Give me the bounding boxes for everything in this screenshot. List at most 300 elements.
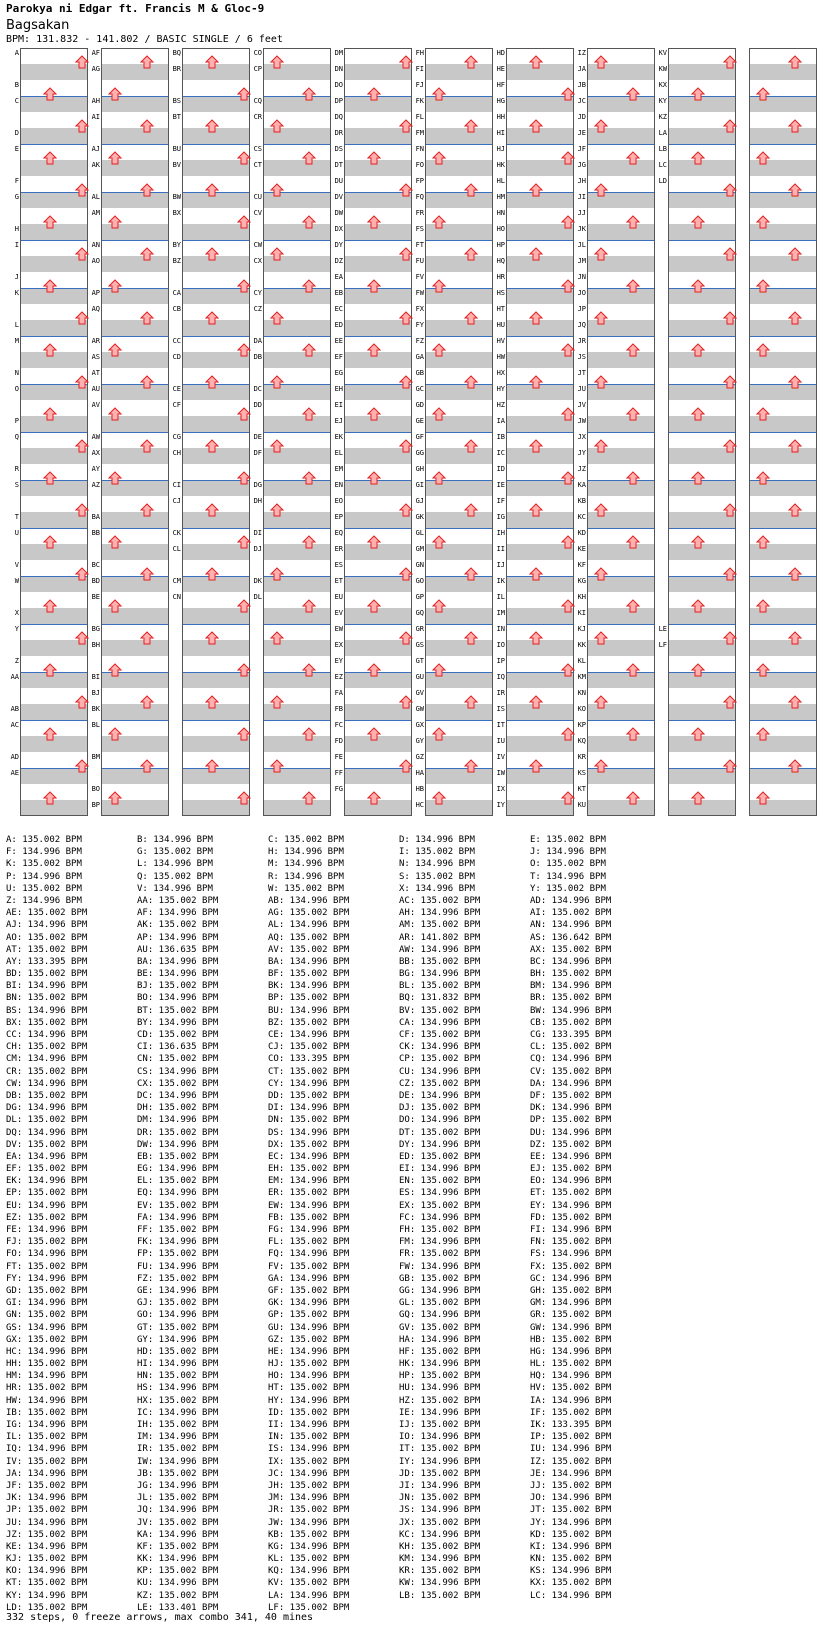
legend-entry: JF: 135.002 BPM [6,1480,88,1491]
beat-band [668,64,736,80]
legend-entry: FF: 135.002 BPM [137,1225,219,1235]
beat-band [668,512,736,528]
bpm-marker-label: FZ [415,337,424,345]
legend-entry: FC: 134.996 BPM [399,1212,481,1223]
beat-band [506,544,574,560]
beat-band [263,192,331,208]
legend-entry: KV: 135.002 BPM [268,1578,350,1589]
legend-entry: T: 134.996 BPM [530,871,606,882]
bpm-marker-label: DG [253,481,262,489]
beat-band [587,64,655,80]
beat-band [263,640,331,656]
bpm-marker-label: KW [658,65,667,73]
beat-band [749,384,817,400]
bpm-marker-label: GX [415,721,424,729]
bpm-marker-label: FA [334,689,343,697]
bpm-marker-label: JJ [577,209,586,217]
beat-band [263,768,331,784]
legend-entry: CX: 135.002 BPM [137,1078,219,1089]
bpm-marker-label: DI [253,529,262,537]
legend-entry: EZ: 135.002 BPM [6,1212,88,1223]
legend-entry: J: 134.996 BPM [530,847,606,858]
legend-entry: IE: 134.996 BPM [399,1407,481,1418]
bpm-marker-label: X [14,609,19,617]
bpm-marker-label: DT [334,161,343,169]
bpm-marker-label: IB [496,433,505,441]
legend-entry: IP: 135.002 BPM [530,1432,612,1443]
bpm-marker-label: EM [334,465,343,473]
bpm-marker-label: AU [91,385,100,393]
legend-entry: IY: 134.996 BPM [399,1456,481,1467]
legend-entry: KA: 134.996 BPM [137,1529,219,1540]
beat-band [20,352,88,368]
legend-entry: JA: 134.996 BPM [6,1468,88,1479]
beat-band [749,96,817,112]
legend-row [6,1236,661,1248]
legend-entry: GO: 134.996 BPM [137,1310,219,1321]
legend-row [6,919,661,931]
beat-band [506,608,574,624]
bpm-marker-label: KS [577,769,586,777]
legend-entry: CO: 133.395 BPM [268,1054,350,1065]
bpm-marker-label: JW [577,417,586,425]
beat-band [749,448,817,464]
beat-band [425,128,493,144]
beat-band [344,224,412,240]
legend-entry: HF: 135.002 BPM [399,1346,481,1357]
bpm-marker-label: CD [172,353,181,361]
legend-entry: IB: 135.002 BPM [6,1407,88,1418]
bpm-marker-label: AL [91,193,100,201]
legend-entry: HH: 135.002 BPM [6,1359,88,1370]
beat-band [425,352,493,368]
legend-entry: DQ: 134.996 BPM [6,1127,88,1138]
legend-entry: GK: 134.996 BPM [268,1298,350,1309]
chart-column [497,49,574,817]
bpm-marker-label: FU [415,257,424,265]
legend-entry: KM: 134.996 BPM [399,1554,481,1565]
legend-entry: GY: 134.996 BPM [137,1334,219,1345]
legend-entry: CV: 135.002 BPM [530,1066,612,1077]
bpm-marker-label: IN [496,625,505,633]
bpm-marker-label: BI [91,673,100,681]
bpm-marker-label: BJ [91,689,100,697]
bpm-marker-label: CW [253,241,262,249]
beat-band [425,576,493,592]
legend-entry: CZ: 135.002 BPM [399,1078,481,1089]
legend-row [6,1078,661,1090]
bpm-marker-label: BC [91,561,100,569]
bpm-marker-label: BK [91,705,100,713]
beat-band [182,448,250,464]
beat-band [20,512,88,528]
bpm-marker-label: HW [496,353,505,361]
legend-row [6,1053,661,1065]
bpm-marker-label: IZ [577,49,586,57]
legend-entry: KQ: 134.996 BPM [268,1566,350,1577]
bpm-marker-label: AA [10,673,19,681]
beat-band [101,800,169,816]
legend-entry: FH: 135.002 BPM [399,1225,481,1235]
bpm-marker-label: EQ [334,529,343,537]
legend-row [6,944,661,956]
bpm-marker-label: CJ [172,497,181,505]
beat-band [182,544,250,560]
bpm-marker-label: EE [334,337,343,345]
legend-row [6,1577,661,1589]
legend-row [6,834,661,846]
beat-band [587,736,655,752]
legend-entry: GD: 135.002 BPM [6,1285,88,1296]
beat-band [749,672,817,688]
bpm-marker-label: IL [496,593,505,601]
beat-band [182,672,250,688]
legend-entry: EC: 134.996 BPM [268,1151,350,1162]
bpm-marker-label: CS [253,145,262,153]
bpm-marker-label: C [14,97,19,105]
bpm-marker-label: CX [253,257,262,265]
legend-entry: FY: 134.996 BPM [6,1273,88,1284]
bpm-marker-label: U [14,529,19,537]
legend-row [6,1200,661,1212]
legend-entry: AR: 141.802 BPM [399,932,481,943]
bpm-marker-label: ES [334,561,343,569]
bpm-marker-label: CE [172,385,181,393]
legend-entry: ET: 135.002 BPM [530,1188,612,1199]
beat-band [182,640,250,656]
legend-row [6,907,661,919]
bpm-marker-label: HG [496,97,505,105]
bpm-marker-label: EG [334,369,343,377]
legend-entry: GJ: 135.002 BPM [137,1298,219,1309]
legend-entry: GA: 134.996 BPM [268,1273,350,1284]
legend-entry: HM: 134.996 BPM [6,1371,88,1382]
legend-entry: CK: 134.996 BPM [399,1042,481,1053]
bpm-marker-label: FR [415,209,424,217]
beat-band [587,576,655,592]
legend-entry: KF: 135.002 BPM [137,1541,219,1552]
legend-entry: HW: 134.996 BPM [6,1395,88,1406]
beat-band [668,640,736,656]
legend-entry: DC: 134.996 BPM [137,1090,219,1101]
bpm-marker-label: EJ [334,417,343,425]
beat-band [587,544,655,560]
beat-band [263,704,331,720]
legend-entry: JB: 135.002 BPM [137,1468,219,1479]
beat-band [668,416,736,432]
beat-band [506,512,574,528]
beat-band [263,448,331,464]
bpm-marker-label: FT [415,241,424,249]
legend-entry: BU: 134.996 BPM [268,1005,350,1016]
beat-band [101,416,169,432]
bpm-marker-label: FL [415,113,424,121]
legend-entry: DG: 134.996 BPM [6,1103,88,1114]
beat-band [506,96,574,112]
bpm-marker-label: FD [334,737,343,745]
beat-band [101,576,169,592]
legend-entry: EU: 134.996 BPM [6,1200,88,1211]
bpm-marker-label: AQ [91,305,100,313]
bpm-marker-label: ET [334,577,343,585]
beat-band [20,736,88,752]
legend-entry: EG: 134.996 BPM [137,1164,219,1175]
beat-band [263,224,331,240]
legend-entry: GH: 135.002 BPM [530,1285,612,1296]
bpm-marker-label: AB [10,705,19,713]
legend-entry: EP: 135.002 BPM [6,1188,88,1199]
legend-entry: M: 134.996 BPM [268,859,344,870]
legend-entry: GV: 135.002 BPM [399,1322,481,1333]
beat-band [425,544,493,560]
chart-column [254,49,331,817]
bpm-marker-label: GC [415,385,424,393]
legend-entry: FO: 134.996 BPM [6,1249,88,1260]
legend-entry: DW: 134.996 BPM [137,1139,219,1150]
beat-band [749,352,817,368]
beat-band [506,320,574,336]
bpm-marker-label: AW [91,433,100,441]
legend-row [6,1322,661,1334]
bpm-marker-label: BY [172,241,181,249]
beat-band [344,800,412,816]
bpm-marker-label: KT [577,785,586,793]
beat-band [425,736,493,752]
legend-entry: GB: 135.002 BPM [399,1273,481,1284]
legend-entry: IF: 135.002 BPM [530,1407,612,1418]
beat-band [587,128,655,144]
bpm-marker-label: GT [415,657,424,665]
legend-row [6,1553,661,1565]
beat-band [182,800,250,816]
bpm-marker-label: P [14,417,19,425]
legend-entry: KH: 135.002 BPM [399,1541,481,1552]
beat-band [20,256,88,272]
bpm-marker-label: I [14,241,19,249]
legend-entry: KK: 134.996 BPM [137,1554,219,1565]
bpm-marker-label: AI [91,113,100,121]
beat-band [749,224,817,240]
bpm-marker-label: CV [253,209,262,217]
legend-entry: FP: 135.002 BPM [137,1249,219,1260]
bpm-marker-label: FQ [415,193,424,201]
legend-entry: DX: 135.002 BPM [268,1139,350,1150]
legend-entry: EL: 135.002 BPM [137,1176,219,1187]
legend-entry: C: 135.002 BPM [268,835,344,845]
legend-row [6,1273,661,1285]
legend-entry: BR: 135.002 BPM [530,993,612,1004]
legend-entry: F: 134.996 BPM [6,847,82,858]
bpm-marker-label: CO [253,49,262,57]
beat-band [425,160,493,176]
beat-band [506,736,574,752]
bpm-marker-label: AG [91,65,100,73]
legend-entry: GZ: 135.002 BPM [268,1334,350,1345]
bpm-marker-label: JP [577,305,586,313]
bpm-marker-label: DL [253,593,262,601]
bpm-marker-label: JE [577,129,586,137]
legend-entry: CL: 135.002 BPM [530,1042,612,1053]
legend-entry: W: 135.002 BPM [268,883,344,894]
bpm-marker-label: GY [415,737,424,745]
chart-column [416,49,493,817]
bpm-marker-label: IW [496,769,505,777]
legend-entry: HQ: 134.996 BPM [530,1371,612,1382]
bpm-marker-label: KO [577,705,586,713]
beat-band [587,640,655,656]
legend-row [6,1151,661,1163]
bpm-marker-label: JI [577,193,586,201]
beat-band [182,512,250,528]
legend-entry: BF: 135.002 BPM [268,969,350,980]
legend-row [6,1285,661,1297]
beat-band [587,416,655,432]
beat-band [749,256,817,272]
legend-entry: HE: 134.996 BPM [268,1346,350,1357]
bpm-marker-label: AF [91,49,100,57]
legend-entry: L: 134.996 BPM [137,859,213,870]
bpm-marker-label: HI [496,129,505,137]
legend-entry: Q: 135.002 BPM [137,871,213,882]
bpm-marker-label: D [14,129,19,137]
bpm-marker-label: ID [496,465,505,473]
bpm-marker-label: CZ [253,305,262,313]
beat-band [506,224,574,240]
bpm-marker-label: GQ [415,609,424,617]
legend-entry: DS: 134.996 BPM [268,1127,350,1138]
legend-entry: JU: 134.996 BPM [6,1517,88,1528]
bpm-marker-label: DN [334,65,343,73]
bpm-marker-label: AJ [91,145,100,153]
bpm-marker-label: IS [496,705,505,713]
bpm-marker-label: HL [496,177,505,185]
bpm-marker-label: BZ [172,257,181,265]
bpm-marker-label: DV [334,193,343,201]
beat-band [425,704,493,720]
bpm-marker-label: CN [172,593,181,601]
chart-column [173,49,250,817]
beat-band [749,512,817,528]
beat-band [425,800,493,816]
beat-band [587,96,655,112]
bpm-marker-label: JN [577,273,586,281]
bpm-marker-label: HY [496,385,505,393]
beat-band [425,672,493,688]
legend-entry: CP: 135.002 BPM [399,1054,481,1065]
beat-band [587,288,655,304]
beat-band [182,256,250,272]
bpm-marker-label: A [14,49,19,57]
legend-entry: JC: 134.996 BPM [268,1468,350,1479]
legend-entry: DV: 135.002 BPM [6,1139,88,1150]
beat-band [263,320,331,336]
bpm-marker-label: KI [577,609,586,617]
beat-band [20,224,88,240]
legend-entry: KN: 135.002 BPM [530,1554,612,1565]
legend-entry: IS: 134.996 BPM [268,1444,350,1455]
beat-band [425,608,493,624]
bpm-marker-label: KR [577,753,586,761]
legend-entry: DB: 135.002 BPM [6,1090,88,1101]
beat-band [668,608,736,624]
legend-entry: FI: 134.996 BPM [530,1225,612,1235]
beat-band [101,736,169,752]
beat-band [182,96,250,112]
bpm-marker-label: H [14,225,19,233]
bpm-marker-label: DW [334,209,343,217]
bpm-marker-label: GH [415,465,424,473]
legend-entry: O: 135.002 BPM [530,859,606,870]
legend-entry: JZ: 135.002 BPM [6,1529,88,1540]
bpm-marker-label: GF [415,433,424,441]
bpm-marker-label: DQ [334,113,343,121]
beat-band [425,768,493,784]
beat-band [182,160,250,176]
legend-entry: EF: 135.002 BPM [6,1164,88,1175]
legend-entry: CY: 134.996 BPM [268,1078,350,1089]
legend-entry: BP: 135.002 BPM [268,993,350,1004]
legend-entry: IL: 135.002 BPM [6,1432,88,1443]
legend-entry: DP: 135.002 BPM [530,1115,612,1126]
bpm-marker-label: CR [253,113,262,121]
legend-row [6,1456,661,1468]
legend-entry: X: 134.996 BPM [399,883,475,894]
beat-band [668,448,736,464]
beat-band [668,288,736,304]
bpm-marker-label: BW [172,193,181,201]
beat-band [749,704,817,720]
beat-band [263,416,331,432]
bpm-marker-label: FO [415,161,424,169]
bpm-marker-label: IQ [496,673,505,681]
beat-band [749,192,817,208]
beat-band [344,160,412,176]
bpm-marker-label: GR [415,625,424,633]
bpm-marker-label: GE [415,417,424,425]
bpm-marker-label: IF [496,497,505,505]
legend-entry: KT: 135.002 BPM [6,1578,88,1589]
legend-entry: IW: 134.996 BPM [137,1456,219,1467]
bpm-marker-label: AY [91,465,100,473]
bpm-marker-label: DM [334,49,343,57]
legend-row [6,1017,661,1029]
legend-entry: S: 135.002 BPM [399,871,475,882]
legend-entry: IT: 135.002 BPM [399,1444,481,1455]
legend-row [6,1127,661,1139]
bpm-marker-label: JF [577,145,586,153]
chart-column [749,49,817,817]
legend-entry: KB: 135.002 BPM [268,1529,350,1540]
legend-entry: BT: 135.002 BPM [137,1005,219,1016]
legend-entry: FN: 135.002 BPM [530,1237,612,1248]
bpm-marker-label: HN [496,209,505,217]
bpm-marker-label: V [14,561,19,569]
beat-band [749,160,817,176]
legend-row [6,1358,661,1370]
beat-band [182,384,250,400]
beat-band [20,704,88,720]
legend-row [6,1212,661,1224]
legend-entry: BB: 135.002 BPM [399,956,481,967]
beat-band [182,736,250,752]
bpm-marker-label: JX [577,433,586,441]
bpm-marker-label: IJ [496,561,505,569]
bpm-marker-label: AV [91,401,100,409]
legend-entry: BH: 135.002 BPM [530,969,612,980]
beat-band [587,800,655,816]
beat-band [587,224,655,240]
legend-entry: HC: 134.996 BPM [6,1346,88,1357]
